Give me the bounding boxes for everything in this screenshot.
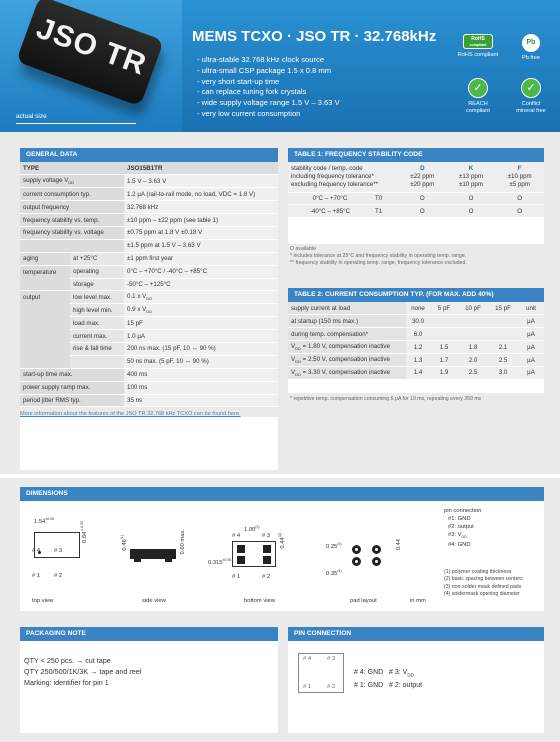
product-header [0,0,560,132]
pin-text: # 4: GND [354,669,384,676]
pin-label: # 4 [32,548,41,554]
table-row [288,205,544,218]
note-line: * includes tolerance at 25°C and frequency stability in operating temp. range. [290,253,467,259]
dim-val: 0.35 [326,570,338,577]
code-col-d [398,162,447,192]
param-value: 1.0 µA [124,330,278,343]
pad-height-dim: 0.44 [396,539,402,551]
pin-connection-text [354,667,422,691]
table-row [20,265,278,278]
table1-heading: TABLE 1: FREQUENCY STABILITY CODE [288,148,544,162]
pad-shape [237,556,245,564]
code-letter: D [420,164,425,172]
chip-label: JSO TR [32,11,151,82]
bottom-pad-dim [208,558,231,566]
cell: 1.4 [406,366,430,379]
pin-label: # 2 [262,574,271,580]
temp-range: -40°C – +85°C [288,205,372,218]
value-text: 0.9 x V [127,306,147,314]
table-row [20,239,278,252]
pin-sub: DD [407,672,414,678]
pad-circle-icon [352,557,361,566]
pin-line [444,531,481,541]
note-line: * repetitive temp. compensation consuming 6 µA for 10 ms, repeating every 350 ms [290,396,482,402]
feature-list [197,55,340,120]
rohs-badge [452,34,504,59]
side-view-body [130,549,176,559]
note-line: (4) soldermask opening diameter [444,591,520,598]
availability-mark: O [398,192,447,205]
param-label: frequency stability vs. temp. [20,214,124,227]
pin-text: # 3: V [389,669,408,676]
pad-shape [237,545,245,553]
row-label [288,341,406,354]
param-condition: high level min. [70,304,124,317]
table-row [20,226,278,239]
pad-circle-icon [372,545,381,554]
availability-mark: O [447,205,496,218]
dim-tol: (2) [278,533,282,538]
col-header: 10 pF [458,302,488,315]
view-label: bottom view [244,598,275,604]
pad-spacing-dim [326,569,342,577]
param-label: output [20,291,70,368]
side-view-bump [165,559,172,562]
more-info-link[interactable]: More information about the features of the JSO TR 32.768 kHz TCXO can be found here. [20,411,241,418]
general-data-heading: GENERAL DATA [20,148,278,162]
code-incl: ±22 ppm [410,172,435,180]
pb-free-icon: Pb [522,34,540,52]
cell: 1.9 [430,366,458,379]
param-condition: current max. [70,330,124,343]
cell: 6.0 [406,328,430,341]
param-value: 100 ms [124,381,278,394]
pin-label: # 3 [327,656,336,662]
dim-val: 0.25 [326,543,338,550]
feature-item: - ultra-small CSP package 1.5 x 0.8 mm [197,65,332,75]
unit-label: in mm [410,598,426,604]
cell: 1.2 [406,341,430,354]
feature-item: - wide supply voltage range 1.5 V – 3.63 V [197,98,340,108]
pb-badge [508,34,554,62]
value-sub: DD [146,296,153,302]
col-header: none [406,302,430,315]
param-condition [70,355,124,368]
pin-line [354,667,422,680]
param-label: period jitter RMS typ. [20,394,124,407]
general-data-table [20,162,278,407]
top-view-outline [34,532,80,558]
dim-tol: (4) [337,569,342,573]
label-text: = 2.50 V, compensation inactive [300,355,390,363]
param-condition: storage [70,278,124,291]
label-sub: DD [295,372,301,378]
side-view-bump [134,559,141,562]
availability-mark: O [398,205,447,218]
pb-label: Pb free [521,55,541,61]
table-row [288,354,544,367]
pad-shape [263,545,271,553]
param-label: power supply ramp max. [20,381,124,394]
bottom-view-outline [232,541,276,567]
conflict-label-1: Conflict [521,101,541,107]
col-header: 5 pF [430,302,458,315]
cell [430,315,458,328]
pin-label: # 2 [54,573,63,579]
temp-code: T1 [372,205,398,218]
type-value [124,162,278,175]
dim-val: 0.46 [121,539,128,551]
col-header: supply current at load [288,302,406,315]
label-pre: V [291,368,296,376]
param-label: frequency stability vs. voltage [20,226,124,239]
packaging-line: QTY 250/500/1K/3K → tape and reel [24,667,142,676]
top-width-dim [34,517,54,525]
param-value: 35 ns [124,394,278,407]
pin-label: # 4 [232,533,241,539]
more-info-area [20,407,278,417]
dim-tol: ±0.05 [80,521,84,532]
cell: 2.1 [488,341,518,354]
bottom-height-dim [278,533,286,549]
reach-label-2: compliant [466,108,490,114]
product-title: MEMS TCXO · JSO TR · 32.768kHz [192,28,437,45]
table-row [20,291,278,304]
dimensions-heading: DIMENSIONS [20,487,544,501]
type-value-text: JSO15B1TR [127,164,163,172]
dim-val: 1.00 [244,526,256,533]
unit-cell: µA [518,341,544,354]
view-label: top view [32,598,54,604]
col-header: unit [518,302,544,315]
param-label [20,175,124,188]
general-data-section [20,148,278,470]
cell: 2.5 [488,354,518,367]
cell: 3.0 [488,366,518,379]
conflict-badge [508,78,554,115]
cell [488,315,518,328]
param-value: 50 ns max. (5 pF, 10 ↔ 90 %) [124,355,278,368]
param-value [124,291,278,304]
table-row [20,381,278,394]
pin-sub: DD [461,535,467,540]
pin-text: #3: V [448,532,462,538]
dim-tol: (1) [120,535,124,540]
pin-label: # 1 [303,684,312,690]
dim-val: 1.54 [34,518,46,525]
pin-label: # 3 [262,533,271,539]
pin-label: # 4 [303,656,312,662]
cell [458,328,488,341]
check-icon: ✓ [468,78,488,98]
packaging-body [20,641,278,688]
desc-line-2: including frequency tolerance* [291,172,374,180]
cell: 1.8 [458,341,488,354]
dimension-notes [444,569,523,599]
row-label [288,354,406,367]
rohs-label: RoHS compliant [457,52,499,58]
pin-title: pin connection [444,508,482,514]
side-h2-dim: 0.60 max. [180,529,186,555]
param-label: current consumption typ. [20,188,124,201]
view-label: pad layout [350,598,377,604]
param-label: start-up time max. [20,368,124,381]
table-row [288,341,544,354]
row-label: at startup (150 ms max.) [288,315,406,328]
pad-shape [263,556,271,564]
label-sub: DD [295,359,301,365]
code-incl: ±13 ppm [458,172,483,180]
param-value: 32.768 kHz [124,201,278,214]
table-row [20,201,278,214]
param-value: ±1 ppm first year [124,252,278,265]
pin-package-outline [298,653,344,693]
unit-cell: µA [518,366,544,379]
table-row [288,192,544,205]
table2-section [288,288,544,393]
frequency-stability-table [288,162,544,218]
param-value: 200 ns max. (15 pF, 10 ↔ 90 %) [124,342,278,355]
table2-heading: TABLE 2: CURRENT CONSUMPTION TYP. (FOR MAX. ADD 40%) [288,288,544,302]
cell [488,328,518,341]
table-row [288,162,544,192]
availability-mark: O [495,205,544,218]
param-text: supply voltage V [23,177,69,185]
code-excl: ±10 ppm [458,180,483,188]
check-icon: ✓ [521,78,541,98]
availability-mark: O [495,192,544,205]
pin-label: # 2 [327,684,336,690]
packaging-section [20,627,278,733]
table-row [20,162,278,175]
bottom-width-dim [244,525,260,533]
note-line: (3) non-solder mask defined pads [444,583,522,590]
pin-line: #1: GND [448,516,471,522]
conflict-label-2: mineral free [516,108,546,114]
pad-diameter-dim [326,542,342,550]
table1-section [288,148,544,244]
feature-item: - very short start-up time [197,76,280,86]
dim-val: 0.44 [279,537,286,549]
param-condition: low level max. [70,291,124,304]
cell: 1.5 [430,341,458,354]
note-line: O available [290,246,316,252]
cell: 1.3 [406,354,430,367]
label-text: = 3.30 V, compensation inactive [300,368,390,376]
row-label: during temp. compensation* [288,328,406,341]
pad-circle-icon [352,545,361,554]
pin-connection-list [444,507,481,549]
table-row [288,302,544,315]
unit-cell: µA [518,328,544,341]
code-letter: K [468,164,474,172]
param-value: ±10 ppm – ±22 ppm (see table 1) [124,214,278,227]
param-label [20,239,124,252]
feature-item: - very low current consumption [197,108,301,118]
note-line: (1) polymer coating thickness [444,569,512,575]
temp-code: T0 [372,192,398,205]
top-height-dim [80,521,88,543]
dim-tol: (3) [337,542,342,546]
param-value: 0°C – +70°C / -40°C – +85°C [124,265,278,278]
table-row [288,328,544,341]
availability-mark: O [447,192,496,205]
dim-val: 0.84 [81,531,88,544]
reach-badge [456,78,500,115]
pad-circle-icon [372,557,381,566]
table-row [288,315,544,328]
table-row [20,188,278,201]
pin-line: #2: output [448,524,474,530]
label-pre: V [291,355,296,363]
code-col-f [495,162,544,192]
current-consumption-table [288,302,544,380]
code-letter: F [517,164,522,172]
rohs-mark-sub: compliant [469,43,487,47]
cell [458,315,488,328]
code-incl: ±10 ppm [507,172,532,180]
chip-photo-area [0,0,182,132]
cell: 30.0 [406,315,430,328]
dimensions-section [20,487,544,611]
cell: 2.0 [458,354,488,367]
param-value: ±1.5 ppm at 1.5 V – 3.63 V [124,239,278,252]
pin-label: # 1 [232,574,241,580]
dim-tol: (2) [255,525,260,529]
certification-badges [452,34,556,124]
param-value [124,304,278,317]
table-row [288,366,544,379]
table1-notes [290,246,544,267]
param-label: temperature [20,265,70,291]
code-excl: ±20 ppm [410,180,435,188]
temp-range: 0°C – +70°C [288,192,372,205]
table-row [20,368,278,381]
feature-item: - can replace tuning fork crystals [197,87,307,97]
feature-item: - ultra-stable 32.768 kHz clock source [197,55,325,64]
code-col-k [447,162,496,192]
unit-cell: µA [518,315,544,328]
label-sub: DD [295,346,301,352]
note-line: (2) basic spacing between centers [444,576,523,583]
type-label: TYPE [20,162,124,175]
unit-cell: µA [518,354,544,367]
actual-size-label: actual size [16,113,47,120]
pin-connection-section [288,627,544,733]
desc-line-1: stability code / temp. code [291,164,363,172]
param-condition: operating [70,265,124,278]
note-line: ** frequency stability in operating temp. range, frequency tolerance excluded. [290,260,467,266]
packaging-heading: PACKAGING NOTE [20,627,278,641]
stability-desc [288,162,398,192]
pin-line: #4: GND [448,542,471,549]
table-row [20,175,278,188]
param-label: aging [20,252,70,265]
param-label: output frequency [20,201,124,214]
param-value: 400 ms [124,368,278,381]
param-value: ±0.75 ppm at 1.8 V ±0.18 V [124,226,278,239]
param-value: -50°C – +125°C [124,278,278,291]
param-value: 1.5 V – 3.63 V [124,175,278,188]
label-text: = 1.80 V, compensation inactive [300,343,390,350]
label-pre: V [291,343,296,350]
cell: 1.7 [430,354,458,367]
pin-line [354,680,422,691]
pin-label: # 1 [32,573,41,579]
code-excl: ±5 ppm [509,180,530,188]
param-condition: at +25°C [70,252,124,265]
actual-size-line [16,123,136,124]
table-row [20,214,278,227]
table-row [20,252,278,265]
view-label: side view [142,598,166,604]
param-value: 1.2 µA (rail-to-rail mode, no load, VDC = 1.8 V) [124,188,278,201]
col-header: 15 pF [488,302,518,315]
desc-line-3: excluding frequency tolerance** [291,180,379,188]
cell [430,328,458,341]
side-h1-dim [120,535,128,551]
rohs-icon [463,34,493,49]
table2-notes [290,396,544,403]
pin-connection-heading: PIN CONNECTION [288,627,544,641]
table-row [20,394,278,407]
param-sub: DD [68,180,75,186]
dim-val: 0.315 [208,559,223,566]
packaging-line: QTY < 250 pcs. → cut tape [24,656,111,665]
param-condition: load max. [70,317,124,330]
pin-text: # 1: GND [354,682,384,690]
packaging-line: Marking: identifier for pin 1 [24,678,109,687]
chip-image [16,0,164,106]
cell: 2.5 [458,366,488,379]
rohs-mark: RoHS [471,36,485,42]
param-condition: rise & fall time [70,342,124,355]
pin-text: # 2: output [389,682,423,690]
dim-tol: ±0.05 [45,517,55,521]
pin-label: # 3 [54,548,63,554]
param-value: 15 pF [124,317,278,330]
value-text: 0.1 x V [127,293,147,301]
dim-tol: ±0.05 [222,558,232,562]
row-label [288,366,406,379]
reach-label-1: REACH [468,101,488,107]
value-sub: DD [146,309,153,315]
